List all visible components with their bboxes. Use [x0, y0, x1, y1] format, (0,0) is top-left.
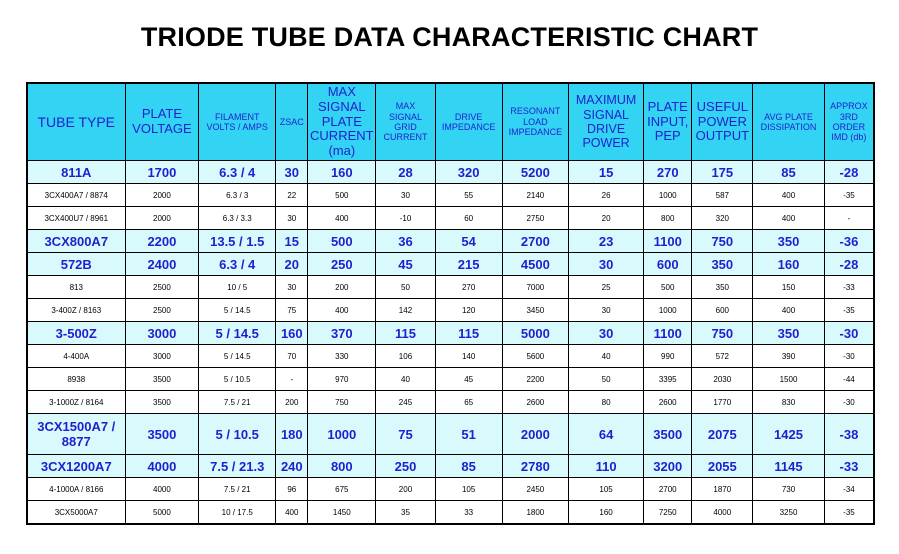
table-cell: 50	[569, 368, 644, 391]
table-row	[27, 391, 874, 414]
table-cell: 40	[376, 368, 436, 391]
column-header	[27, 83, 125, 161]
table-cell: 270	[435, 276, 502, 299]
table-cell: 1000	[643, 299, 692, 322]
table-row	[27, 184, 874, 207]
table-cell: 730	[753, 478, 825, 501]
column-header-line: POWER	[697, 113, 747, 129]
table-row	[27, 368, 874, 391]
tube-type-cell: 3CX1500A7 / 8877	[27, 414, 125, 455]
table-cell: 40	[569, 345, 644, 368]
table-row	[27, 161, 874, 184]
column-header	[569, 83, 644, 161]
table-cell: 2200	[125, 230, 199, 253]
tube-type-cell: 813	[27, 276, 125, 299]
table-cell: 20	[276, 253, 308, 276]
table-cell: 1500	[753, 368, 825, 391]
table-cell: 5200	[502, 161, 569, 184]
table-cell: 5000	[502, 322, 569, 345]
table-cell: 110	[569, 455, 644, 478]
column-header-line: VOLTAGE	[132, 121, 192, 136]
table-cell: 45	[376, 253, 436, 276]
table-cell: 2500	[125, 276, 199, 299]
table-cell: 3200	[643, 455, 692, 478]
table-cell: 54	[435, 230, 502, 253]
table-cell: 2400	[125, 253, 199, 276]
table-cell: 64	[569, 414, 644, 455]
table-cell: 6.3 / 4	[199, 253, 276, 276]
column-header-line: MAX	[395, 101, 416, 112]
table-cell: 1000	[308, 414, 376, 455]
table-cell: 600	[643, 253, 692, 276]
table-cell: 6.3 / 3.3	[199, 207, 276, 230]
table-cell: 35	[376, 501, 436, 525]
tube-type-cell: 3CX400U7 / 8961	[27, 207, 125, 230]
table-cell: 85	[435, 455, 502, 478]
table-cell: 105	[569, 478, 644, 501]
table-cell: 1800	[502, 501, 569, 525]
column-header-line: MAX	[327, 83, 356, 99]
table-cell: 3500	[125, 368, 199, 391]
tube-type-cell: 3CX1200A7	[27, 455, 125, 478]
table-cell: 140	[435, 345, 502, 368]
tube-type-cell: 4-400A	[27, 345, 125, 368]
table-cell: 2500	[125, 299, 199, 322]
table-cell: 7.5 / 21	[199, 391, 276, 414]
table-cell: 2700	[643, 478, 692, 501]
table-cell: 85	[753, 161, 825, 184]
table-cell: 2140	[502, 184, 569, 207]
table-cell: 160	[753, 253, 825, 276]
table-cell: 990	[643, 345, 692, 368]
table-cell: 20	[569, 207, 644, 230]
column-header-line: MAXIMUM	[575, 93, 637, 108]
table-cell: 572	[692, 345, 753, 368]
table-cell: 30	[276, 276, 308, 299]
table-body	[27, 161, 874, 525]
table-cell: 10 / 5	[199, 276, 276, 299]
table-cell: 3395	[643, 368, 692, 391]
table-cell: 5 / 14.5	[199, 299, 276, 322]
table-cell: 4000	[125, 478, 199, 501]
table-cell: -33	[824, 276, 874, 299]
column-header-line: USEFUL	[696, 98, 748, 114]
table-cell: -28	[824, 161, 874, 184]
table-cell: 150	[753, 276, 825, 299]
table-cell: 215	[435, 253, 502, 276]
table-row	[27, 345, 874, 368]
table-cell: -28	[824, 253, 874, 276]
table-cell: 75	[276, 299, 308, 322]
table-cell: 96	[276, 478, 308, 501]
table-cell: 500	[643, 276, 692, 299]
tube-type-cell: 8938	[27, 368, 125, 391]
table-cell: 23	[569, 230, 644, 253]
tube-type-cell: 572B	[27, 253, 125, 276]
column-header-line: CURRENT	[310, 128, 374, 144]
table-cell: 5 / 10.5	[199, 414, 276, 455]
tube-type-cell: 3-500Z	[27, 322, 125, 345]
table-cell: 1100	[643, 230, 692, 253]
page-title: TRIODE TUBE DATA CHARACTERISTIC CHART	[140, 22, 759, 52]
table-cell: 33	[435, 501, 502, 525]
tube-data-table	[26, 82, 875, 525]
table-row	[27, 501, 874, 525]
table-cell: 60	[435, 207, 502, 230]
table-cell: 2600	[643, 391, 692, 414]
column-header-line: IMPEDANCE	[441, 122, 496, 132]
tube-type-cell: 3CX5000A7	[27, 501, 125, 525]
table-cell: 2075	[692, 414, 753, 455]
table-cell: -35	[824, 501, 874, 525]
table-cell: 3500	[125, 391, 199, 414]
table-cell: 65	[435, 391, 502, 414]
table-cell: 2030	[692, 368, 753, 391]
table-cell: 330	[308, 345, 376, 368]
table-cell: 390	[753, 345, 825, 368]
table-cell: 51	[435, 414, 502, 455]
table-cell: 30	[276, 161, 308, 184]
column-header-line: SIGNAL	[317, 98, 366, 114]
table-cell: 120	[435, 299, 502, 322]
table-cell: 45	[435, 368, 502, 391]
table-cell: 970	[308, 368, 376, 391]
column-header-line: POWER	[582, 136, 630, 151]
column-header	[308, 83, 376, 161]
table-cell: 13.5 / 1.5	[199, 230, 276, 253]
table-row	[27, 253, 874, 276]
column-header	[435, 83, 502, 161]
table-cell: 1450	[308, 501, 376, 525]
table-row	[27, 207, 874, 230]
column-header-line: APPROX	[830, 101, 868, 112]
table-cell: 160	[308, 161, 376, 184]
table-cell: 4000	[692, 501, 753, 525]
table-cell: -	[276, 368, 308, 391]
table-cell: -10	[376, 207, 436, 230]
table-cell: 6.3 / 4	[199, 161, 276, 184]
table-cell: 2200	[502, 368, 569, 391]
table-cell: 30	[276, 207, 308, 230]
table-cell: 3000	[125, 322, 199, 345]
tube-type-cell: 3CX800A7	[27, 230, 125, 253]
table-cell: 1700	[125, 161, 199, 184]
table-cell: 200	[308, 276, 376, 299]
column-header	[125, 83, 199, 161]
table-cell: 1145	[753, 455, 825, 478]
table-cell: 2780	[502, 455, 569, 478]
column-header	[376, 83, 436, 161]
tube-type-cell: 3CX400A7 / 8874	[27, 184, 125, 207]
column-header-line: PLATE	[141, 106, 183, 122]
tube-type-cell: 811A	[27, 161, 125, 184]
column-header-line: PLATE	[647, 98, 688, 114]
table-cell: 2000	[502, 414, 569, 455]
table-cell: 750	[692, 230, 753, 253]
table-cell: 160	[569, 501, 644, 525]
table-row	[27, 299, 874, 322]
table-cell: 350	[753, 322, 825, 345]
table-cell: 115	[376, 322, 436, 345]
table-cell: 3500	[125, 414, 199, 455]
table-cell: 10 / 17.5	[199, 501, 276, 525]
column-header-line: ORDER	[832, 122, 866, 132]
column-header-line: PLATE	[321, 113, 362, 129]
table-cell: 400	[753, 207, 825, 230]
table-cell: 22	[276, 184, 308, 207]
table-cell: -35	[824, 299, 874, 322]
table-cell: -35	[824, 184, 874, 207]
table-cell: 245	[376, 391, 436, 414]
table-cell: 750	[692, 322, 753, 345]
table-cell: 70	[276, 345, 308, 368]
column-header	[199, 83, 276, 161]
table-cell: 5600	[502, 345, 569, 368]
column-header-line: DRIVE	[586, 122, 626, 136]
column-header-line: SIGNAL	[388, 111, 422, 122]
table-cell: -	[824, 207, 874, 230]
table-cell: 320	[692, 207, 753, 230]
table-cell: 28	[376, 161, 436, 184]
table-cell: -33	[824, 455, 874, 478]
table-cell: 3500	[643, 414, 692, 455]
table-cell: 30	[569, 322, 644, 345]
table-cell: 3000	[125, 345, 199, 368]
table-cell: 180	[276, 414, 308, 455]
table-cell: 30	[569, 299, 644, 322]
table-cell: 400	[753, 299, 825, 322]
table-cell: 500	[308, 230, 376, 253]
column-header	[753, 83, 825, 161]
column-header-line: VOLTS / AMPS	[206, 122, 268, 132]
table-row	[27, 478, 874, 501]
table-cell: -30	[824, 322, 874, 345]
column-header-line: PEP	[654, 128, 681, 144]
table-row	[27, 455, 874, 478]
table-cell: -44	[824, 368, 874, 391]
table-cell: 400	[276, 501, 308, 525]
table-cell: 800	[308, 455, 376, 478]
column-header-line: INPUT,	[647, 113, 689, 129]
column-header	[276, 83, 308, 161]
table-cell: 4000	[125, 455, 199, 478]
table-cell: 350	[753, 230, 825, 253]
table-cell: -30	[824, 345, 874, 368]
table-cell: 6.3 / 3	[199, 184, 276, 207]
table-cell: 1870	[692, 478, 753, 501]
table-cell: 400	[753, 184, 825, 207]
table-row	[27, 322, 874, 345]
column-header-line: TUBE TYPE	[37, 113, 116, 130]
column-header-line: IMD (db)	[831, 132, 867, 143]
table-cell: 250	[376, 455, 436, 478]
table-cell: 675	[308, 478, 376, 501]
table-cell: 800	[643, 207, 692, 230]
tube-type-cell: 3-400Z / 8163	[27, 299, 125, 322]
table-cell: 587	[692, 184, 753, 207]
table-cell: 105	[435, 478, 502, 501]
column-header-line: 3RD	[839, 111, 858, 122]
table-cell: 2000	[125, 207, 199, 230]
table-cell: 15	[276, 230, 308, 253]
table-cell: 270	[643, 161, 692, 184]
column-header-line: (ma)	[328, 143, 356, 159]
table-cell: 250	[308, 253, 376, 276]
table-cell: 7.5 / 21	[199, 478, 276, 501]
table-row	[27, 276, 874, 299]
column-header-line: SIGNAL	[583, 107, 630, 122]
table-cell: 350	[692, 253, 753, 276]
table-cell: 3450	[502, 299, 569, 322]
table-cell: 5 / 14.5	[199, 322, 276, 345]
table-cell: 2450	[502, 478, 569, 501]
column-header-line: LOAD	[523, 116, 548, 127]
table-cell: -36	[824, 230, 874, 253]
column-header	[692, 83, 753, 161]
table-cell: 240	[276, 455, 308, 478]
table-cell: 142	[376, 299, 436, 322]
table-cell: 350	[692, 276, 753, 299]
table-cell: 200	[276, 391, 308, 414]
table-cell: 30	[569, 253, 644, 276]
table-cell: 1000	[643, 184, 692, 207]
table-cell: 2000	[125, 184, 199, 207]
table-cell: -34	[824, 478, 874, 501]
table-cell: 370	[308, 322, 376, 345]
table-cell: 5 / 10.5	[199, 368, 276, 391]
table-cell: 2055	[692, 455, 753, 478]
table-cell: 830	[753, 391, 825, 414]
table-cell: 750	[308, 391, 376, 414]
table-cell: 600	[692, 299, 753, 322]
table-cell: -30	[824, 391, 874, 414]
table-cell: 320	[435, 161, 502, 184]
column-header-line: OUTPUT	[695, 128, 750, 144]
column-header	[643, 83, 692, 161]
table-cell: 30	[376, 184, 436, 207]
table-cell: 2600	[502, 391, 569, 414]
column-header-line: IMPEDANCE	[508, 127, 563, 138]
table-cell: 500	[308, 184, 376, 207]
table-cell: 400	[308, 299, 376, 322]
table-cell: 1100	[643, 322, 692, 345]
column-header	[502, 83, 569, 161]
table-cell: 200	[376, 478, 436, 501]
table-cell: 55	[435, 184, 502, 207]
table-cell: -38	[824, 414, 874, 455]
column-header-line: AVG PLATE	[764, 111, 813, 122]
table-cell: 400	[308, 207, 376, 230]
table-cell: 160	[276, 322, 308, 345]
table-cell: 3250	[753, 501, 825, 525]
table-cell: 7000	[502, 276, 569, 299]
table-cell: 36	[376, 230, 436, 253]
column-header-line: DRIVE	[454, 111, 483, 122]
table-row	[27, 414, 874, 455]
table-cell: 4500	[502, 253, 569, 276]
table-cell: 1425	[753, 414, 825, 455]
table-cell: 7.5 / 21.3	[199, 455, 276, 478]
column-header-line: FILAMENT	[214, 111, 260, 122]
table-cell: 75	[376, 414, 436, 455]
table-cell: 5 / 14.5	[199, 345, 276, 368]
table-cell: 1770	[692, 391, 753, 414]
table-cell: 26	[569, 184, 644, 207]
column-header-line: CURRENT	[383, 132, 428, 143]
tube-type-cell: 3-1000Z / 8164	[27, 391, 125, 414]
table-row	[27, 230, 874, 253]
column-header	[824, 83, 874, 161]
table-cell: 25	[569, 276, 644, 299]
table-cell: 7250	[643, 501, 692, 525]
table-cell: 50	[376, 276, 436, 299]
column-header-line: RESONANT	[510, 106, 561, 117]
table-cell: 15	[569, 161, 644, 184]
column-header-line: ZSAC	[279, 116, 304, 127]
table-cell: 115	[435, 322, 502, 345]
table-cell: 5000	[125, 501, 199, 525]
tube-type-cell: 4-1000A / 8166	[27, 478, 125, 501]
column-header-line: DISSIPATION	[760, 122, 817, 132]
table-cell: 106	[376, 345, 436, 368]
table-cell: 175	[692, 161, 753, 184]
table-cell: 2700	[502, 230, 569, 253]
table-cell: 2750	[502, 207, 569, 230]
table-cell: 80	[569, 391, 644, 414]
header-row	[27, 83, 874, 161]
column-header-line: GRID	[394, 122, 417, 132]
